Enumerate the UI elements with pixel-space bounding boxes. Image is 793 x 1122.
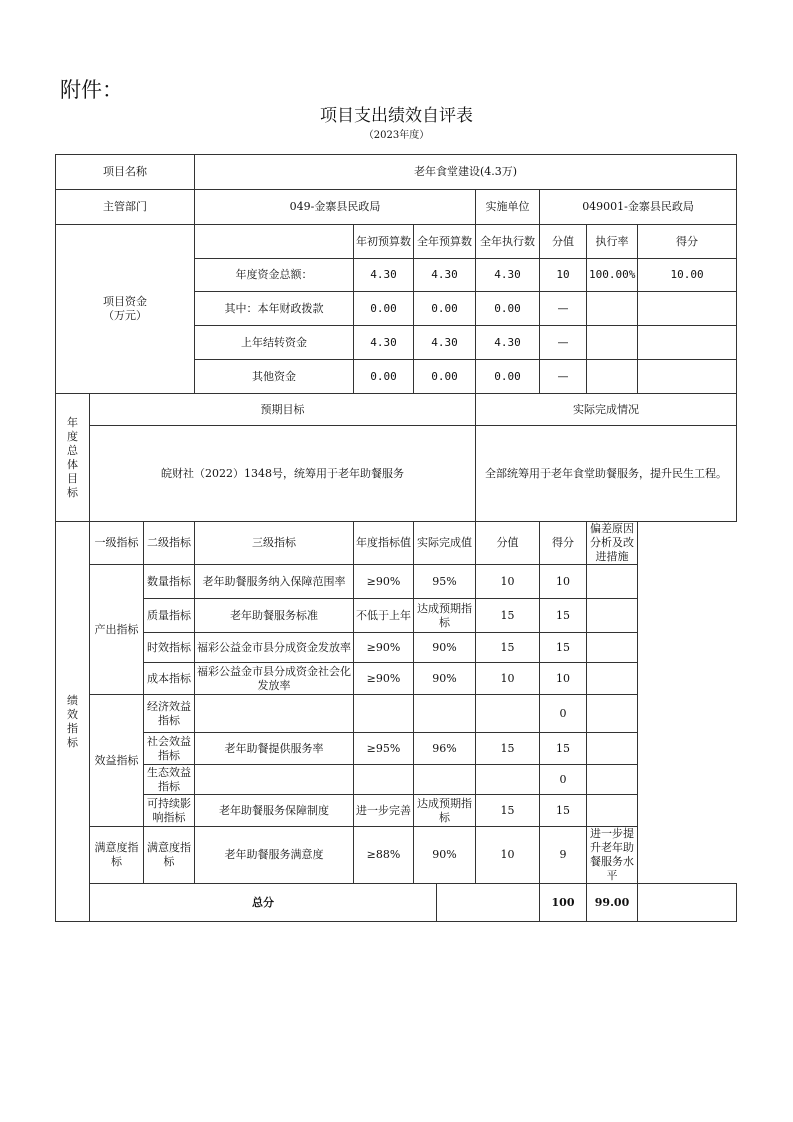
indicator-l3: 老年助餐服务纳入保障范围率 — [195, 565, 354, 599]
header-reason: 偏差原因分析及改进措施 — [587, 522, 638, 565]
fund-initial: 4.30 — [354, 326, 414, 360]
expected-goal-label: 预期目标 — [90, 394, 476, 426]
indicator-reason: 进一步提升老年助餐服务水平 — [587, 827, 638, 884]
actual-result-label: 实际完成情况 — [476, 394, 737, 426]
funds-label-line2: （万元） — [103, 309, 147, 322]
fund-exec: 4.30 — [476, 326, 540, 360]
indicator-score: 15 — [476, 733, 540, 765]
total-label: 总分 — [90, 884, 437, 922]
indicator-got: 15 — [540, 733, 587, 765]
table-row — [56, 765, 737, 795]
fund-score: 10 — [540, 259, 587, 292]
indicator-l2: 可持续影响指标 — [144, 795, 195, 827]
header-score: 分值 — [476, 522, 540, 565]
fund-initial: 4.30 — [354, 259, 414, 292]
fund-initial: 0.00 — [354, 360, 414, 394]
indicator-score: 10 — [476, 663, 540, 695]
indicator-l3: 老年助餐服务满意度 — [195, 827, 354, 884]
actual-result: 全部统筹用于老年食堂助餐服务，提升民生工程。 — [476, 426, 737, 522]
report-year: （2023年度） — [363, 130, 430, 141]
unit-label: 实施单位 — [476, 190, 540, 225]
header-level2: 二级指标 — [144, 522, 195, 565]
unit-value: 049001-金寨县民政局 — [540, 190, 737, 225]
indicator-l2: 数量指标 — [144, 565, 195, 599]
total-got: 99.00 — [587, 884, 638, 922]
col-annual-exec: 全年执行数 — [476, 225, 540, 259]
fund-rate — [587, 360, 638, 394]
project-name: 老年食堂建设(4.3万) — [195, 155, 737, 190]
indicator-got: 0 — [540, 765, 587, 795]
indicator-l3: 老年助餐服务保障制度 — [195, 795, 354, 827]
table-row — [56, 663, 737, 695]
attachment-label: 附件： — [60, 78, 123, 102]
fund-rate: 100.00% — [587, 259, 638, 292]
fund-label: 其他资金 — [195, 360, 354, 394]
total-blank — [437, 884, 540, 922]
fund-rate — [587, 326, 638, 360]
indicator-l3: 福彩公益金市县分成资金发放率 — [195, 633, 354, 663]
indicator-target: ≥90% — [354, 633, 414, 663]
table-row — [56, 695, 737, 733]
fund-annual: 0.00 — [414, 292, 476, 326]
indicator-actual: 达成预期指标 — [414, 795, 476, 827]
indicator-got: 9 — [540, 827, 587, 884]
col-annual-budget: 全年预算数 — [414, 225, 476, 259]
indicator-target: ≥88% — [354, 827, 414, 884]
perf-section-label: 绩效指标 — [56, 522, 90, 922]
indicator-target — [354, 765, 414, 795]
indicator-reason — [587, 795, 638, 827]
indicator-score — [476, 695, 540, 733]
indicator-l2: 成本指标 — [144, 663, 195, 695]
funds-section-label — [56, 225, 195, 394]
indicator-reason — [587, 633, 638, 663]
indicator-l3: 老年助餐提供服务率 — [195, 733, 354, 765]
col-got-score: 得分 — [638, 225, 737, 259]
col-initial-budget: 年初预算数 — [354, 225, 414, 259]
header-actual: 实际完成值 — [414, 522, 476, 565]
funds-label-line1: 项目资金 — [103, 295, 147, 308]
indicator-l3: 福彩公益金市县分成资金社会化发放率 — [195, 663, 354, 695]
indicator-target — [354, 695, 414, 733]
indicator-actual — [414, 765, 476, 795]
fund-score: — — [540, 360, 587, 394]
indicator-reason — [587, 733, 638, 765]
funds-header-blank — [195, 225, 354, 259]
indicator-score: 10 — [476, 565, 540, 599]
fund-initial: 0.00 — [354, 292, 414, 326]
group-benefit: 效益指标 — [90, 695, 144, 827]
indicator-got: 15 — [540, 633, 587, 663]
header-level1: 一级指标 — [90, 522, 144, 565]
header-got: 得分 — [540, 522, 587, 565]
indicator-l3 — [195, 765, 354, 795]
indicator-actual: 90% — [414, 633, 476, 663]
indicator-actual: 95% — [414, 565, 476, 599]
table-row — [56, 795, 737, 827]
indicator-l2: 生态效益指标 — [144, 765, 195, 795]
indicator-l2: 时效指标 — [144, 633, 195, 663]
header-level3: 三级指标 — [195, 522, 354, 565]
indicator-got: 15 — [540, 599, 587, 633]
page-title: 项目支出绩效自评表 — [320, 106, 473, 126]
indicator-reason — [587, 565, 638, 599]
fund-exec: 0.00 — [476, 292, 540, 326]
indicator-score: 10 — [476, 827, 540, 884]
group-output: 产出指标 — [90, 565, 144, 695]
goals-section-label: 年度总体目标 — [56, 394, 90, 522]
indicator-target: ≥90% — [354, 663, 414, 695]
indicator-actual: 90% — [414, 663, 476, 695]
fund-exec: 4.30 — [476, 259, 540, 292]
indicator-reason — [587, 599, 638, 633]
indicator-score: 15 — [476, 795, 540, 827]
indicator-reason — [587, 663, 638, 695]
fund-exec: 0.00 — [476, 360, 540, 394]
indicator-got: 0 — [540, 695, 587, 733]
evaluation-table — [55, 154, 737, 922]
indicator-actual: 90% — [414, 827, 476, 884]
fund-rate — [587, 292, 638, 326]
fund-score: — — [540, 292, 587, 326]
fund-annual: 4.30 — [414, 326, 476, 360]
expected-goal: 皖财社（2022）1348号，统筹用于老年助餐服务 — [90, 426, 476, 522]
indicator-score: 15 — [476, 599, 540, 633]
total-reason-blank — [638, 884, 737, 922]
header-target: 年度指标值 — [354, 522, 414, 565]
col-score: 分值 — [540, 225, 587, 259]
indicator-target: ≥90% — [354, 565, 414, 599]
fund-label: 其中：本年财政拨款 — [195, 292, 354, 326]
fund-got — [638, 292, 737, 326]
fund-got — [638, 360, 737, 394]
indicator-l2: 社会效益指标 — [144, 733, 195, 765]
indicator-got: 10 — [540, 663, 587, 695]
table-row — [56, 633, 737, 663]
project-name-label: 项目名称 — [56, 155, 195, 190]
fund-got: 10.00 — [638, 259, 737, 292]
group-satisfaction: 满意度指标 — [90, 827, 144, 884]
fund-annual: 4.30 — [414, 259, 476, 292]
indicator-reason — [587, 695, 638, 733]
indicator-target: ≥95% — [354, 733, 414, 765]
fund-annual: 0.00 — [414, 360, 476, 394]
indicator-score: 15 — [476, 633, 540, 663]
table-row — [56, 827, 737, 884]
dept-value: 049-金寨县民政局 — [195, 190, 476, 225]
table-row — [56, 599, 737, 633]
indicator-target: 不低于上年 — [354, 599, 414, 633]
indicator-got: 15 — [540, 795, 587, 827]
indicator-l2: 满意度指标 — [144, 827, 195, 884]
dept-label: 主管部门 — [56, 190, 195, 225]
indicator-actual: 达成预期指标 — [414, 599, 476, 633]
indicator-actual: 96% — [414, 733, 476, 765]
table-row — [56, 733, 737, 765]
fund-label: 上年结转资金 — [195, 326, 354, 360]
indicator-target: 进一步完善 — [354, 795, 414, 827]
indicator-actual — [414, 695, 476, 733]
indicator-l3 — [195, 695, 354, 733]
indicator-reason — [587, 765, 638, 795]
indicator-l2: 质量指标 — [144, 599, 195, 633]
indicator-l3: 老年助餐服务标准 — [195, 599, 354, 633]
col-exec-rate: 执行率 — [587, 225, 638, 259]
fund-got — [638, 326, 737, 360]
indicator-score — [476, 765, 540, 795]
table-row — [56, 565, 737, 599]
indicator-l2: 经济效益指标 — [144, 695, 195, 733]
total-score: 100 — [540, 884, 587, 922]
indicator-got: 10 — [540, 565, 587, 599]
fund-label: 年度资金总额： — [195, 259, 354, 292]
fund-score: — — [540, 326, 587, 360]
